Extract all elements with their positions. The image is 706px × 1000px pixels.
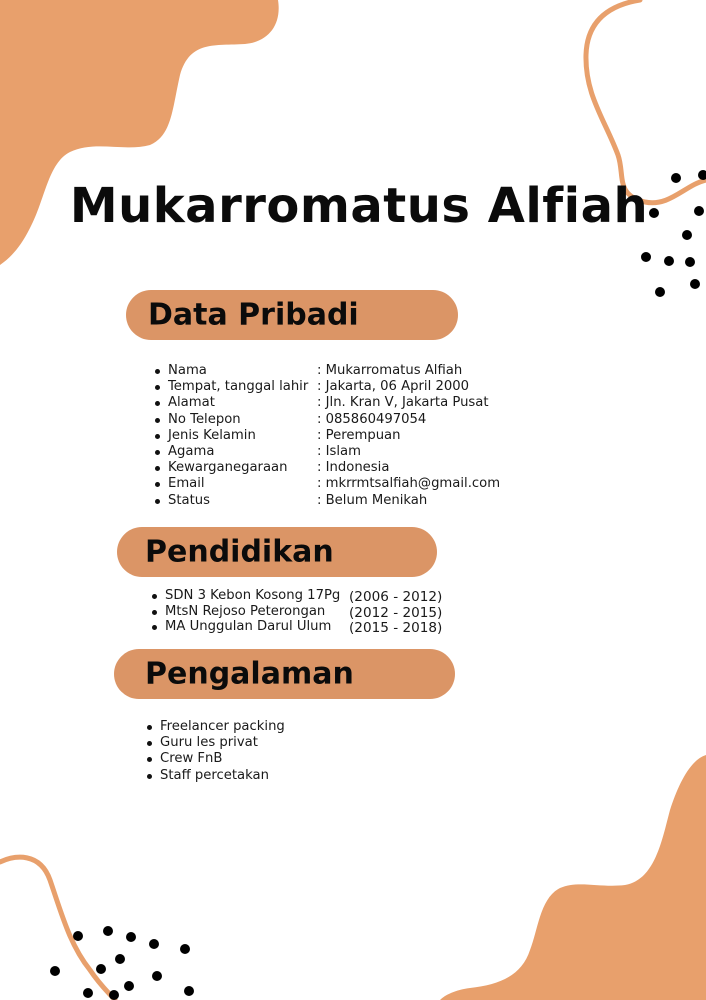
section-heading-education bbox=[117, 527, 437, 577]
top-right-curve-line bbox=[586, 0, 706, 203]
personal-data-list bbox=[154, 363, 500, 509]
list-item: Status : Belum Menikah bbox=[154, 493, 500, 509]
section-heading-education-label: Pendidikan bbox=[145, 534, 334, 570]
list-item: Tempat, tanggal lahir : Jakarta, 06 April 2000 bbox=[154, 379, 500, 395]
section-heading-personal bbox=[126, 290, 458, 340]
list-item: SDN 3 Kebon Kosong 17Pg (2006 - 2012) bbox=[151, 588, 442, 604]
section-heading-personal-label: Data Pribadi bbox=[148, 297, 359, 333]
section-heading-experience bbox=[114, 649, 455, 699]
list-item: Freelancer packing bbox=[146, 719, 285, 735]
list-item: MtsN Rejoso Peterongan (2012 - 2015) bbox=[151, 604, 442, 620]
page-title: Mukarromatus Alfiah bbox=[69, 178, 649, 234]
list-item: Alamat : Jln. Kran V, Jakarta Pusat bbox=[154, 395, 500, 411]
list-item: Agama : Islam bbox=[154, 444, 500, 460]
list-item: Jenis Kelamin : Perempuan bbox=[154, 428, 500, 444]
list-item: MA Unggulan Darul Ulum (2015 - 2018) bbox=[151, 619, 442, 635]
list-item: Staff percetakan bbox=[146, 768, 285, 784]
list-item: Guru les privat bbox=[146, 735, 285, 751]
list-item: Nama : Mukarromatus Alfiah bbox=[154, 363, 500, 379]
list-item: No Telepon : 085860497054 bbox=[154, 412, 500, 428]
experience-list bbox=[146, 719, 285, 784]
section-heading-experience-label: Pengalaman bbox=[145, 656, 354, 692]
list-item: Kewarganegaraan : Indonesia bbox=[154, 460, 500, 476]
bottom-left-curve-line bbox=[0, 857, 115, 1000]
bottom-right-wave-blob bbox=[440, 755, 706, 1000]
education-list bbox=[151, 588, 442, 635]
list-item: Crew FnB bbox=[146, 751, 285, 767]
list-item: Email : mkrrmtsalfiah@gmail.com bbox=[154, 476, 500, 492]
